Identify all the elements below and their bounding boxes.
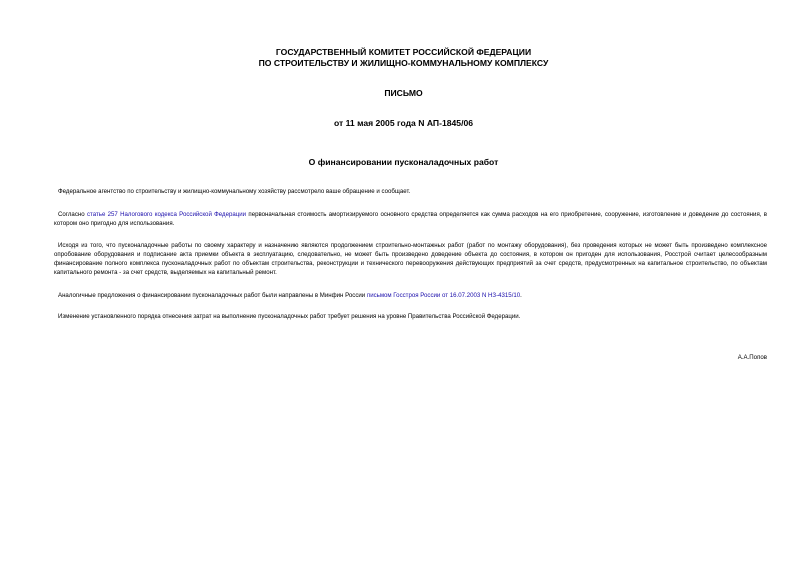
paragraph-5: Изменение установленного порядка отнесения затрат на выполнение пусконаладочных работ требует решения на уровне Правительства Российской Федерации. — [58, 313, 521, 320]
paragraph-3: Исходя из того, что пусконаладочные работы по своему характеру и назначению являются продолжением строительно-монтажных работ (работ по монтажу оборудования), без проведения которых не может быть произведено комплексное опробование оборудования и подписание акта приемки объекта в эксплуатацию, следовательно, не может быть произведено доведение объекта до состояния, в котором он пригоден для использования, Росстрой считает целесообразным финансирование полного комплекса пусконаладочных работ по объектам строительства, реконструкции и технического перевооружения действующих предприятий за счет средств, предусмотренных на капитальное строительство, по объектам капитального ремонта - за счет средств, выделяемых на капитальный ремонт. — [54, 242, 767, 276]
paragraph-2 — [54, 210, 767, 228]
document-type: ПИСЬМО — [384, 88, 423, 98]
document-subject: О финансировании пусконаладочных работ — [308, 157, 499, 167]
agency-line-2: ПО СТРОИТЕЛЬСТВУ И ЖИЛИЩНО-КОММУНАЛЬНОМУ КОМПЛЕКСУ — [258, 58, 549, 68]
signature: А.А.Попов — [737, 354, 767, 361]
document-date-number: от 11 мая 2005 года N АП-1845/06 — [333, 118, 474, 128]
paragraph-2-text-after: первоначальная стоимость амортизируемого основного средства определяется как сумма расходов на его приобретение, сооружение, изготовление и доведение до состояния, в котором оно пригодно для использования. — [54, 211, 767, 227]
paragraph-4-text-before: Аналогичные предложения о финансировании пусконаладочных работ были направлены в Минфин России — [58, 292, 367, 299]
paragraph-4 — [54, 291, 767, 300]
paragraph-1: Федеральное агентство по строительству и жилищно-коммунальному хозяйству рассмотрело ваше обращение и сообщает. — [58, 188, 411, 195]
paragraph-4-text-after: . — [520, 292, 522, 299]
paragraph-2-text-before: Согласно — [58, 211, 87, 218]
agency-line-1: ГОСУДАРСТВЕННЫЙ КОМИТЕТ РОССИЙСКОЙ ФЕДЕРАЦИИ — [275, 47, 532, 57]
issuing-agency — [0, 47, 807, 69]
gosstroy-letter-link[interactable]: письмом Госстроя России от 16.07.2003 N НЗ-4315/10 — [366, 292, 521, 299]
tax-code-article-link[interactable]: статье 257 Налогового кодекса Российской Федерации — [86, 211, 247, 218]
